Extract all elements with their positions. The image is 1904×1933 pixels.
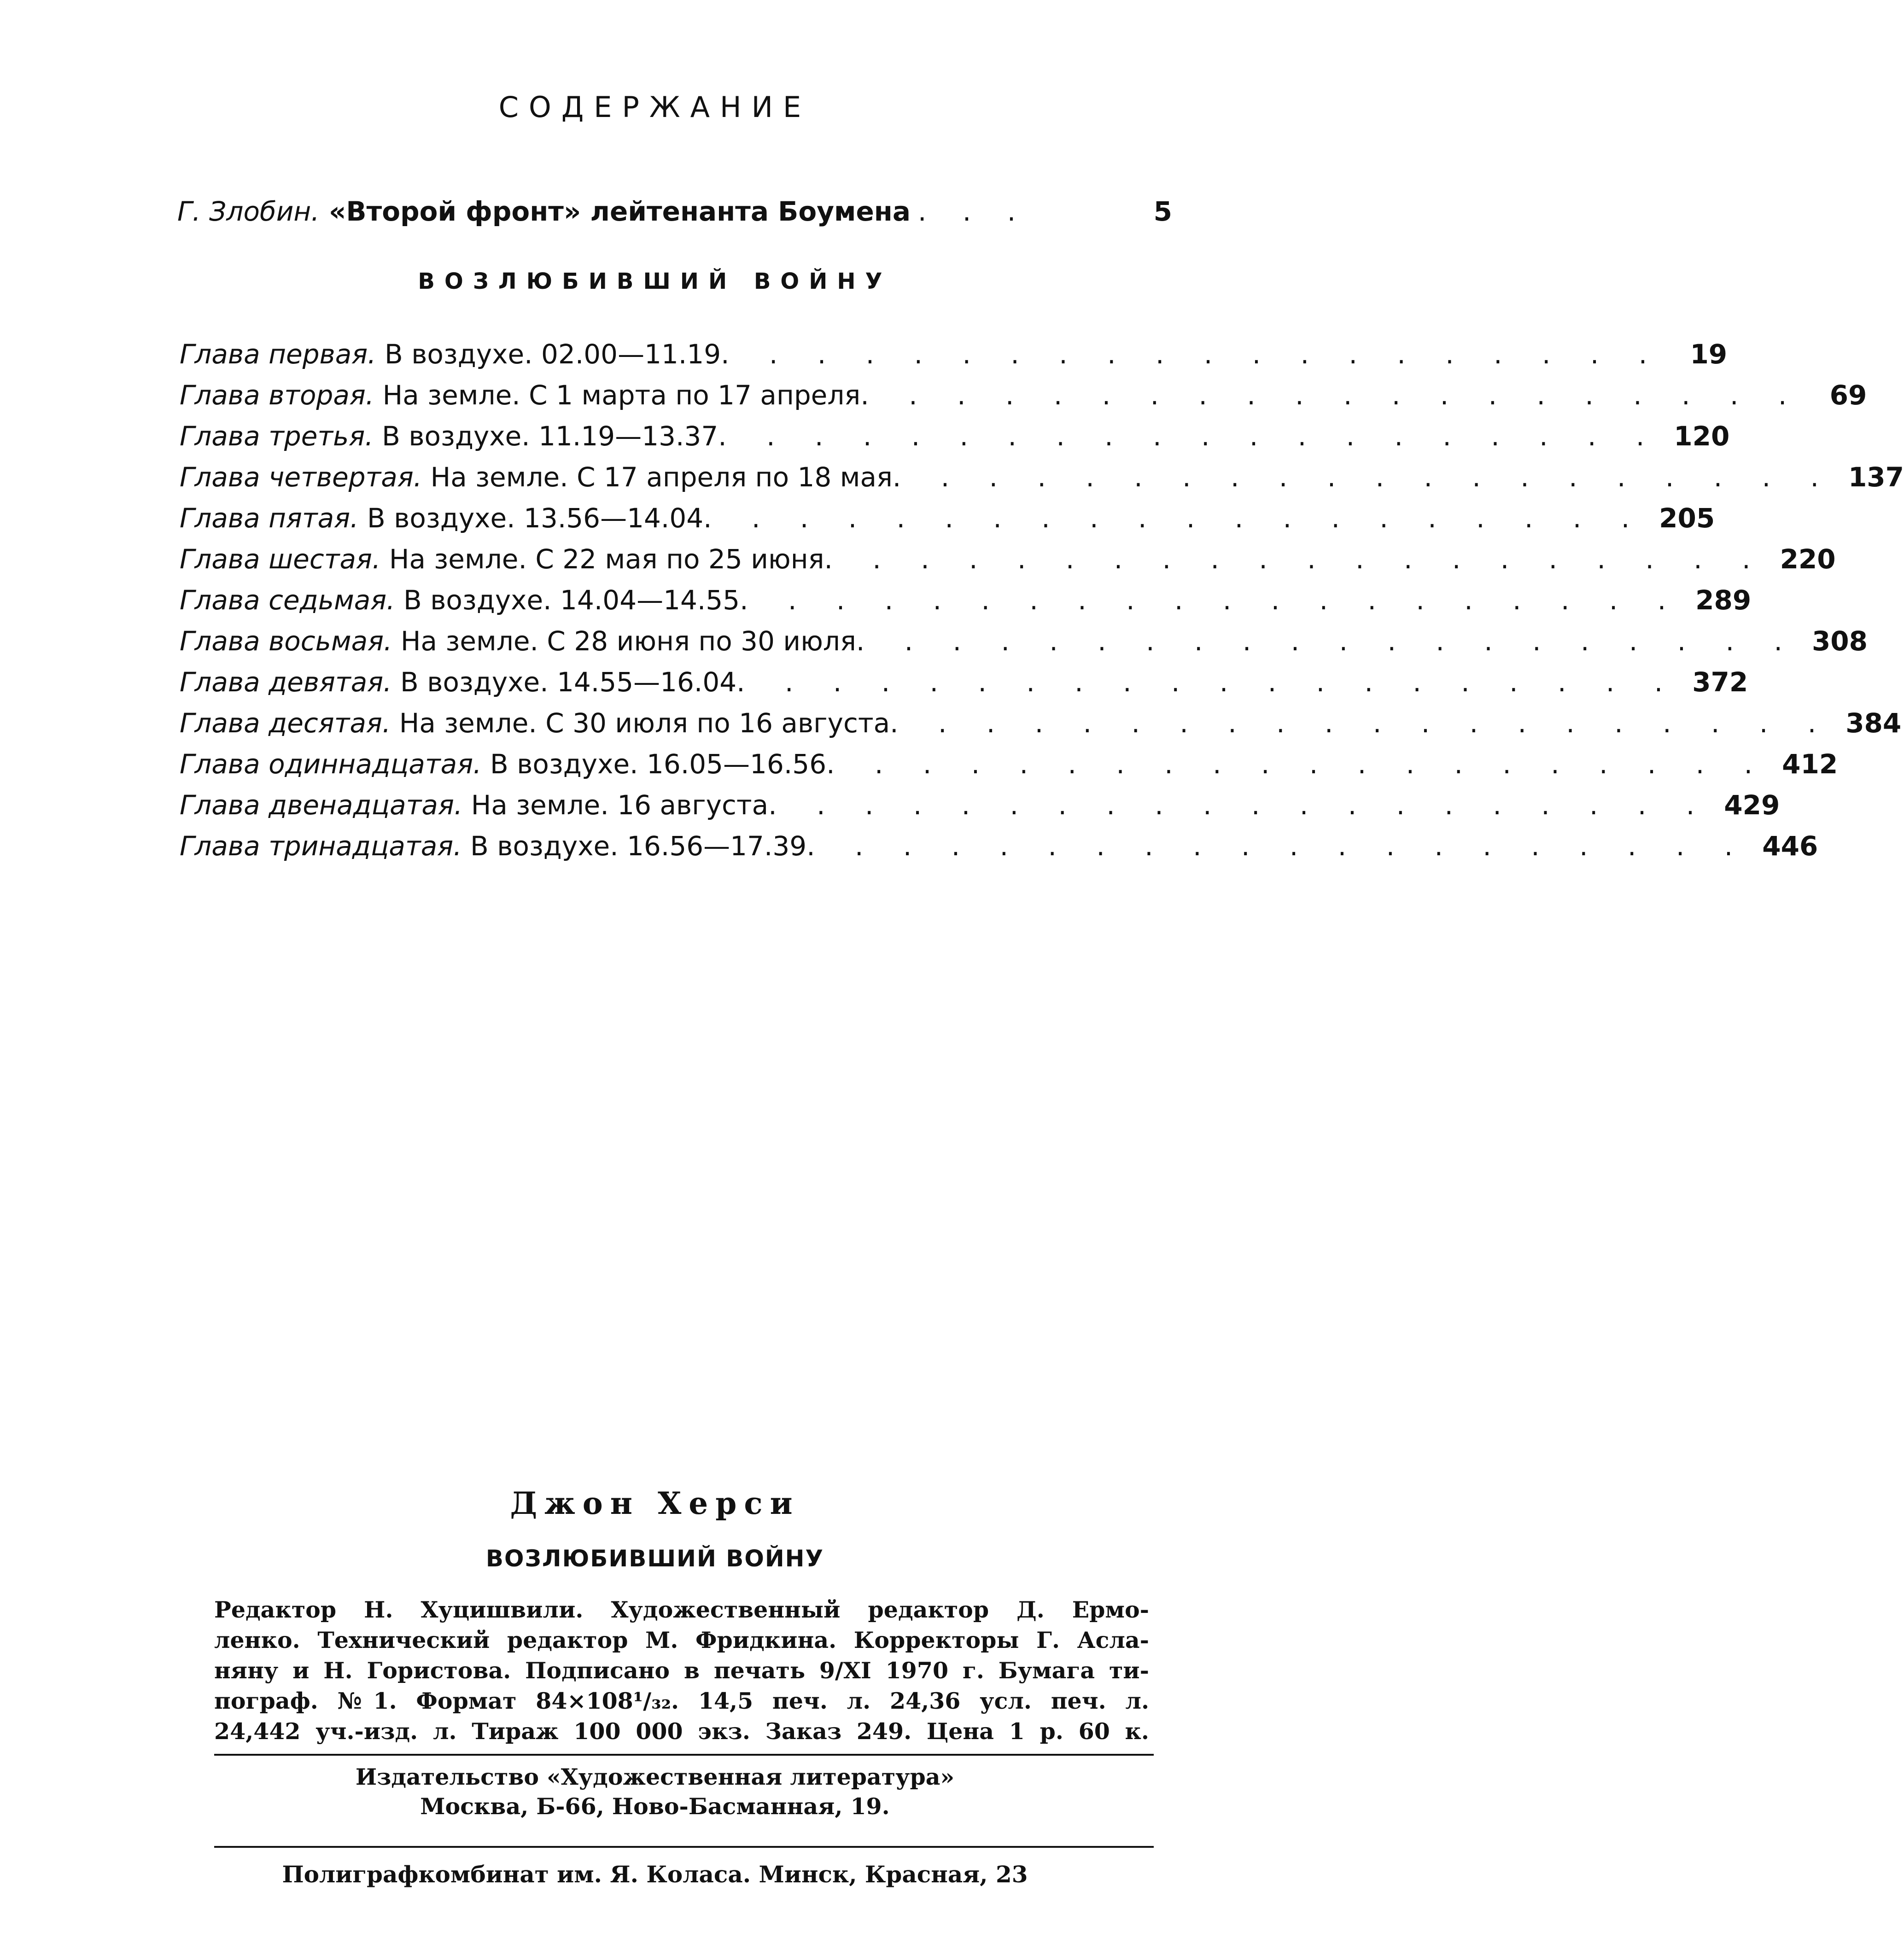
toc-page-number: 120: [1674, 420, 1730, 452]
toc-chapter-text: На земле. С 1 марта по 17 апреля: [374, 380, 861, 411]
toc-entry: [180, 380, 1867, 420]
toc-chapter-label: Глава пятая.: [180, 502, 359, 534]
toc-leader-dots: . . . . . . . . . . . . . . . . . . . .: [740, 584, 1682, 616]
toc-leader-dots: . . . . . . . . . . . . . . . . . . . .: [856, 625, 1798, 657]
publisher-block: [0, 1762, 1310, 1821]
toc-chapter-text: В воздухе. 16.56—17.39: [461, 830, 807, 862]
toc-chapter-text: На земле. С 30 июля по 16 августа: [391, 707, 890, 739]
table-of-contents: [180, 339, 1904, 871]
toc-leader-dots: . . . . . . . . . . . . . . . . . . . .: [892, 461, 1834, 493]
toc-leader-dots: . . . . . . . . . . . . . . . . . . . .: [718, 420, 1660, 452]
colophon-title: ВОЗЛЮБИВШИЙ ВОЙНУ: [485, 1545, 824, 1572]
toc-leader-dots: . . . . . . . . . . . . . . . . . . . .: [703, 502, 1646, 534]
toc-leader-dots: . . . . . . . . . . . . . . . . . . . .: [768, 789, 1711, 821]
intro-entry: [177, 196, 1172, 233]
imprint-line: 24,442 уч.-изд. л. Тираж 100 000 экз. Заказ 249. Цена 1 р. 60 к.: [214, 1718, 1149, 1745]
imprint-block: [214, 1594, 1149, 1746]
toc-leader-dots: . . . . . . . . . . . . . . . . . . . .: [890, 707, 1832, 739]
toc-entry: [180, 789, 1780, 830]
toc-page-number: 69: [1829, 380, 1867, 411]
toc-chapter-text: В воздухе. 11.19—13.37: [373, 420, 718, 452]
toc-chapter-label: Глава первая.: [180, 339, 376, 370]
intro-author: Г. Злобин.: [177, 196, 320, 227]
toc-chapter-label: Глава десятая.: [180, 707, 391, 739]
toc-entry: [180, 420, 1730, 461]
contents-heading: СОДЕРЖАНИЕ: [498, 90, 812, 124]
toc-entry: [180, 830, 1818, 871]
toc-leader-dots: . . . . . . . . . . . . . . . . . . . .: [824, 543, 1766, 575]
toc-chapter-label: Глава одиннадцатая.: [180, 748, 482, 780]
toc-chapter-text: В воздухе. 16.05—16.56: [481, 748, 827, 780]
divider-rule: [214, 1754, 1154, 1756]
printer-line: Полиграфкомбинат им. Я. Коласа. Минск, Красная, 23: [282, 1861, 1028, 1888]
toc-entry: [180, 666, 1748, 707]
toc-entry: [180, 625, 1868, 666]
toc-page-number: 372: [1692, 666, 1748, 698]
toc-page-number: 205: [1659, 502, 1715, 534]
toc-chapter-text: В воздухе. 02.00—11.19: [376, 339, 721, 370]
publisher-name: Издательство «Художественная литература»: [355, 1764, 955, 1790]
toc-chapter-text: На земле. С 17 апреля по 18 мая: [422, 461, 893, 493]
toc-page-number: 384: [1846, 707, 1902, 739]
toc-page-number: 19: [1690, 339, 1728, 370]
toc-entry: [180, 339, 1728, 380]
toc-chapter-label: Глава тринадцатая.: [180, 830, 462, 862]
toc-entry: [180, 502, 1715, 543]
toc-chapter-label: Глава двенадцатая.: [180, 789, 463, 821]
toc-entry: [180, 543, 1836, 584]
toc-chapter-label: Глава шестая.: [180, 543, 381, 575]
toc-chapter-text: В воздухе. 13.56—14.04: [358, 502, 704, 534]
intro-page-number: 5: [1153, 196, 1172, 227]
toc-entry: [180, 584, 1752, 625]
toc-page-number: 289: [1695, 584, 1752, 616]
imprint-line: пограф. №1. Формат 84×108¹/₃₂. 14,5 печ. л. 24,36 усл. печ. л.: [214, 1688, 1149, 1714]
publisher-address: Москва, Б-66, Ново-Басманная, 19.: [420, 1793, 890, 1820]
toc-chapter-text: В воздухе. 14.55—16.04: [391, 666, 737, 698]
toc-entry: [180, 748, 1838, 789]
toc-page-number: 220: [1780, 543, 1836, 575]
section-heading: ВОЗЛЮБИВШИЙ ВОЙНУ: [418, 269, 892, 294]
toc-chapter-text: На земле. С 22 мая по 25 июня: [380, 543, 824, 575]
intro-title: «Второй фронт» лейтенанта Боумена: [319, 196, 911, 227]
toc-leader-dots: . . . . . . . . . . . . . . . . . . . .: [860, 380, 1803, 411]
toc-chapter-label: Глава вторая.: [180, 380, 374, 411]
toc-leader-dots: . . . . . . . . . . . . . . . . . . . .: [736, 666, 1679, 698]
toc-chapter-text: В воздухе. 14.04—14.55: [395, 584, 740, 616]
toc-page-number: 137: [1848, 461, 1904, 493]
toc-chapter-text: На земле. 16 августа: [462, 789, 769, 821]
toc-entry: [180, 461, 1904, 502]
intro-leader-dots: . . .: [918, 196, 1030, 227]
toc-chapter-label: Глава третья.: [180, 420, 374, 452]
imprint-line: Редактор Н. Хуцишвили. Художественный редактор Д. Ермо-: [214, 1596, 1149, 1623]
imprint-line: няну и Н. Гористова. Подписано в печать 9/XI 1970 г. Бумага ти-: [214, 1657, 1149, 1684]
toc-page-number: 308: [1811, 625, 1868, 657]
toc-chapter-label: Глава седьмая.: [180, 584, 395, 616]
toc-chapter-label: Глава девятая.: [180, 666, 392, 698]
toc-page-number: 412: [1782, 748, 1838, 780]
toc-leader-dots: . . . . . . . . . . . . . . . . . . . .: [721, 339, 1663, 370]
toc-page-number: 446: [1762, 830, 1818, 862]
toc-chapter-text: На земле. С 28 июня по 30 июля: [392, 625, 856, 657]
imprint-line: ленко. Технический редактор М. Фридкина. Корректоры Г. Асла-: [214, 1627, 1149, 1653]
toc-entry: [180, 707, 1902, 748]
toc-chapter-label: Глава восьмая.: [180, 625, 392, 657]
toc-chapter-label: Глава четвертая.: [180, 461, 422, 493]
divider-rule: [214, 1846, 1154, 1848]
toc-leader-dots: . . . . . . . . . . . . . . . . . . . .: [826, 748, 1769, 780]
toc-leader-dots: . . . . . . . . . . . . . . . . . . . .: [806, 830, 1749, 862]
toc-page-number: 429: [1724, 789, 1780, 821]
colophon-author: Джон Херси: [510, 1485, 800, 1521]
